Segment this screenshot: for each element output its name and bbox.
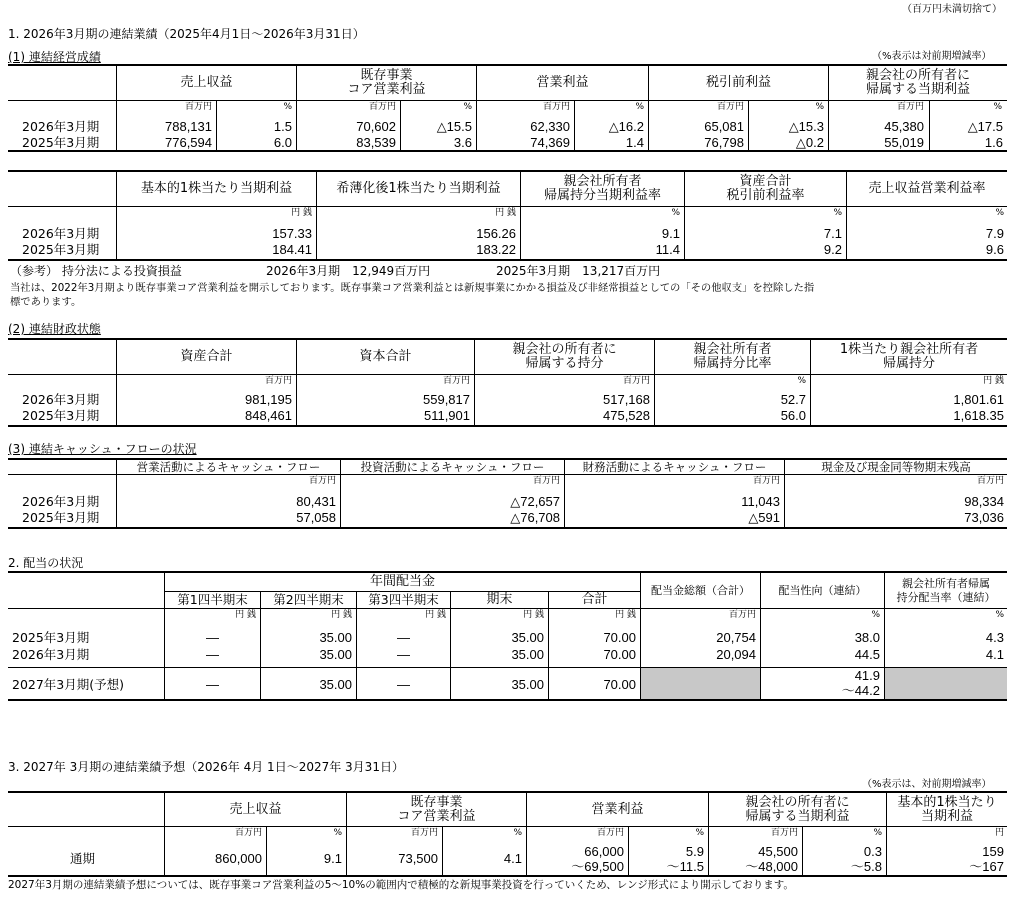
header-payout-ratio: 配当性向（連結）	[778, 583, 867, 597]
equity-method-2025: 2025年3月期 13,217百万円	[496, 264, 661, 278]
row-label: 2026年3月期	[22, 119, 100, 134]
shaded-cell	[885, 668, 1007, 699]
table-cell: —	[206, 677, 219, 692]
table-cell: 6.0	[273, 135, 292, 150]
unit-label: 円 銭	[615, 610, 636, 620]
section-3-title: 3. 2027年 3月期の連結業績予想（2026年 4月 1日～2027年 3月31日）	[8, 760, 404, 774]
header-total-assets: 資産合計	[180, 349, 233, 364]
unit-label: 百万円	[184, 102, 212, 112]
unit-label: %	[797, 376, 806, 386]
header-net-profit: 親会社の所有者に 帰属する当期利益	[865, 68, 970, 97]
table-cell: ～11.5	[666, 859, 704, 874]
table-cell: —	[397, 677, 410, 692]
table-cell: △72,657	[510, 494, 560, 509]
table-cell: 3.6	[453, 135, 472, 150]
table-cell: △76,708	[510, 510, 560, 525]
header-bps: 1株当たり親会社所有者 帰属持分	[839, 342, 979, 371]
unit-label: %	[993, 102, 1002, 112]
core-profit-note: 当社は、2022年3月期より既存事業コア営業利益を開示しております。既存事業コア営業利益とは新規事業にかかる損益及び非経常損益としての「その他収支」を控除した指	[10, 282, 815, 294]
table-cell: 45,380	[884, 119, 924, 134]
header-operating-cf: 営業活動によるキャッシュ・フロー	[136, 460, 321, 474]
header-equity-ratio: 親会社所有者 帰属持分比率	[693, 342, 772, 371]
table-cell: 70,602	[356, 119, 396, 134]
row-label: 2025年3月期	[22, 510, 100, 525]
unit-label: 百万円	[728, 610, 756, 620]
table-cell: △17.5	[967, 119, 1003, 134]
unit-label: 百万円	[896, 102, 924, 112]
unit-label: %	[873, 828, 882, 838]
table-cell: 66,000	[584, 844, 624, 859]
header-basic-eps: 基本的1株当たり 当期利益	[897, 794, 997, 824]
table-cell: 4.1	[503, 851, 522, 866]
table-cell: —	[206, 647, 219, 662]
equity-method-2026: 2026年3月期 12,949百万円	[266, 264, 431, 278]
unit-label: 百万円	[308, 476, 336, 486]
forecast-percent-note: （%表示は、対前期増減率）	[862, 779, 992, 790]
table-cell: 44.5	[854, 647, 880, 662]
table-cell: 1,801.61	[953, 392, 1004, 407]
unit-label: 百万円	[542, 102, 570, 112]
header-doe: 親会社所有者帰属 持分配当率（連結）	[896, 576, 996, 604]
unit-label: %	[283, 102, 292, 112]
unit-label: 百万円	[532, 476, 560, 486]
unit-label: 百万円	[622, 376, 650, 386]
unit-label: 円 銭	[523, 610, 544, 620]
header-op-profit: 営業利益	[536, 75, 589, 90]
table-cell: 1,618.35	[953, 408, 1004, 423]
table-cell: 20,094	[716, 647, 756, 662]
table-cell: △15.3	[788, 119, 824, 134]
unit-label: %	[671, 208, 680, 218]
unit-label: %	[695, 828, 704, 838]
unit-label: %	[833, 208, 842, 218]
header-cash-balance: 現金及び現金同等物期末残高	[821, 460, 971, 474]
header-op-margin: 売上収益営業利益率	[868, 181, 986, 196]
header-annual-dividend: 年間配当金	[369, 574, 435, 589]
table-cell: 83,539	[356, 135, 396, 150]
table-cell: 70.00	[603, 677, 636, 692]
table-cell: △591	[748, 510, 780, 525]
unit-label: 百万円	[976, 476, 1004, 486]
rounding-note: （百万円未満切捨て）	[902, 4, 1002, 15]
table-cell: 1.5	[273, 119, 292, 134]
subsection-2-title: (2) 連結財政状態	[8, 322, 101, 336]
table-cell: 0.3	[863, 844, 882, 859]
section-1-title: 1. 2026年3月期の連結業績（2025年4月1日～2026年3月31日）	[8, 27, 365, 41]
header-total-equity: 資本合計	[359, 349, 412, 364]
table-cell: 517,168	[603, 392, 650, 407]
table-cell: 776,594	[165, 135, 212, 150]
table-cell: 35.00	[511, 647, 544, 662]
table-cell: 35.00	[511, 677, 544, 692]
row-label: 2025年3月期	[22, 408, 100, 423]
row-label: 2025年3月期	[12, 630, 90, 645]
table-cell: 20,754	[716, 630, 756, 645]
header-roe: 親会社所有者 帰属持分当期利益率	[543, 174, 661, 203]
header-revenue: 売上収益	[180, 75, 233, 90]
table-cell: 1.4	[625, 135, 644, 150]
header-owners-equity: 親会社の所有者に 帰属する持分	[512, 342, 617, 371]
core-profit-note-cont: 標であります。	[10, 296, 82, 308]
table-cell: 157.33	[272, 226, 312, 241]
table-cell: 860,000	[215, 851, 262, 866]
table-cell: △0.2	[795, 135, 824, 150]
table-cell: 5.9	[685, 844, 704, 859]
row-label-forecast: 2027年3月期(予想)	[12, 677, 125, 692]
table-cell: 9.6	[985, 242, 1004, 257]
header-net-profit: 親会社の所有者に 帰属する当期利益	[745, 794, 850, 824]
table-cell: 35.00	[319, 630, 352, 645]
table-cell: ～5.8	[850, 859, 882, 874]
unit-label: 円 銭	[331, 610, 352, 620]
row-label: 2026年3月期	[22, 494, 100, 509]
header-total: 合計	[581, 592, 608, 607]
table-cell: 788,131	[165, 119, 212, 134]
header-q3: 第3四半期末	[368, 592, 439, 607]
header-financing-cf: 財務活動によるキャッシュ・フロー	[582, 460, 767, 474]
table-cell: 98,334	[964, 494, 1004, 509]
unit-label: 円 銭	[235, 610, 256, 620]
table-cell: 7.1	[823, 226, 842, 241]
table-cell: 76,798	[704, 135, 744, 150]
payout-forecast-high: ～44.2	[841, 683, 880, 698]
row-label: 2026年3月期	[22, 226, 100, 241]
table-cell: 475,528	[603, 408, 650, 423]
header-total-dividends: 配当金総額（合計）	[651, 583, 750, 597]
shaded-cell	[641, 668, 760, 699]
header-basic-eps: 基本的1株当たり当期利益	[140, 181, 293, 196]
unit-label: %	[333, 828, 342, 838]
row-label: 通期	[70, 851, 96, 866]
table-cell: 38.0	[854, 630, 880, 645]
row-label: 2025年3月期	[22, 135, 100, 150]
header-core-op-profit: 既存事業 コア営業利益	[397, 794, 476, 824]
table-cell: 70.00	[603, 630, 636, 645]
table-cell: 11,043	[741, 494, 780, 509]
table-cell: 80,431	[296, 494, 336, 509]
unit-label: 百万円	[264, 376, 292, 386]
table-cell: 70.00	[603, 647, 636, 662]
table-cell: 559,817	[423, 392, 470, 407]
header-revenue: 売上収益	[229, 801, 282, 817]
header-op-profit: 営業利益	[591, 801, 644, 817]
unit-label: %	[513, 828, 522, 838]
table-cell: 1.6	[984, 135, 1003, 150]
row-label: 2026年3月期	[22, 392, 100, 407]
table-cell: —	[397, 647, 410, 662]
table-cell: 156.26	[476, 226, 516, 241]
table-cell: 981,195	[245, 392, 292, 407]
unit-label: 百万円	[770, 828, 798, 838]
subsection-3-title: (3) 連結キャッシュ・フローの状況	[8, 442, 197, 456]
header-core-op-profit: 既存事業 コア営業利益	[347, 68, 426, 97]
unit-label: 百万円	[234, 828, 262, 838]
unit-label: 百万円	[596, 828, 624, 838]
header-pretax-profit: 税引前利益	[705, 75, 771, 90]
table-cell: 62,330	[530, 119, 570, 134]
table-cell: △16.2	[608, 119, 644, 134]
percent-note: （%表示は対前期増減率）	[872, 51, 992, 62]
header-q2: 第2四半期末	[273, 592, 344, 607]
unit-label: %	[635, 102, 644, 112]
unit-label: 百万円	[368, 102, 396, 112]
unit-label: 百万円	[716, 102, 744, 112]
header-investing-cf: 投資活動によるキャッシュ・フロー	[360, 460, 545, 474]
forecast-footnote: 2027年3月期の連結業績予想については、既存事業コア営業利益の5～10%の範囲内で積極的な新規事業投資を行っていくため、レンジ形式により開示しております。	[8, 879, 794, 891]
unit-label: 円 銭	[983, 376, 1004, 386]
unit-label: %	[995, 208, 1004, 218]
subsection-1-title: (1) 連結経営成績	[8, 50, 101, 64]
table-cell: 74,369	[530, 135, 570, 150]
table-cell: 65,081	[704, 119, 744, 134]
table-cell: 35.00	[319, 647, 352, 662]
table-cell: ～48,000	[745, 859, 798, 874]
equity-method-label: （参考） 持分法による投資損益	[10, 264, 182, 278]
table-cell: 9.1	[661, 226, 680, 241]
table-cell: 9.1	[323, 851, 342, 866]
table-cell: 848,461	[245, 408, 292, 423]
unit-label: 円 銭	[495, 208, 516, 218]
table-cell: 35.00	[511, 630, 544, 645]
unit-label: %	[815, 102, 824, 112]
unit-label: 円	[994, 828, 1004, 838]
table-cell: 7.9	[985, 226, 1004, 241]
unit-label: %	[995, 610, 1004, 620]
table-cell: 56.0	[780, 408, 806, 423]
table-cell: 511,901	[423, 408, 470, 423]
unit-label: 百万円	[442, 376, 470, 386]
table-cell: ～69,500	[571, 859, 624, 874]
table-cell: —	[397, 630, 410, 645]
table-cell: ～167	[969, 859, 1004, 874]
payout-forecast-low: 41.9	[854, 668, 880, 683]
table-cell: —	[206, 630, 219, 645]
unit-label: 百万円	[410, 828, 438, 838]
unit-label: %	[871, 610, 880, 620]
table-cell: 159	[982, 844, 1004, 859]
table-cell: 35.00	[319, 677, 352, 692]
unit-label: 百万円	[752, 476, 780, 486]
table-cell: △15.5	[436, 119, 472, 134]
unit-label: 円 銭	[291, 208, 312, 218]
table-cell: 9.2	[823, 242, 842, 257]
table-cell: 73,036	[964, 510, 1004, 525]
row-label: 2025年3月期	[22, 242, 100, 257]
header-diluted-eps: 希薄化後1株当たり当期利益	[336, 181, 501, 196]
table-cell: 57,058	[296, 510, 336, 525]
section-2-title: 2. 配当の状況	[8, 556, 84, 570]
table-cell: 45,500	[758, 844, 798, 859]
table-cell: 73,500	[398, 851, 438, 866]
header-q1: 第1四半期末	[177, 592, 248, 607]
unit-label: %	[463, 102, 472, 112]
header-roa: 資産合計 税引前利益率	[726, 174, 805, 203]
row-label: 2026年3月期	[12, 647, 90, 662]
table-cell: 184.41	[272, 242, 312, 257]
table-cell: 4.3	[985, 630, 1004, 645]
unit-label: 円 銭	[425, 610, 446, 620]
table-cell: 55,019	[884, 135, 924, 150]
table-cell: 11.4	[655, 242, 680, 257]
table-cell: 183.22	[476, 242, 516, 257]
header-year-end: 期末	[486, 592, 513, 607]
table-cell: 4.1	[985, 647, 1004, 662]
table-cell: 52.7	[780, 392, 806, 407]
